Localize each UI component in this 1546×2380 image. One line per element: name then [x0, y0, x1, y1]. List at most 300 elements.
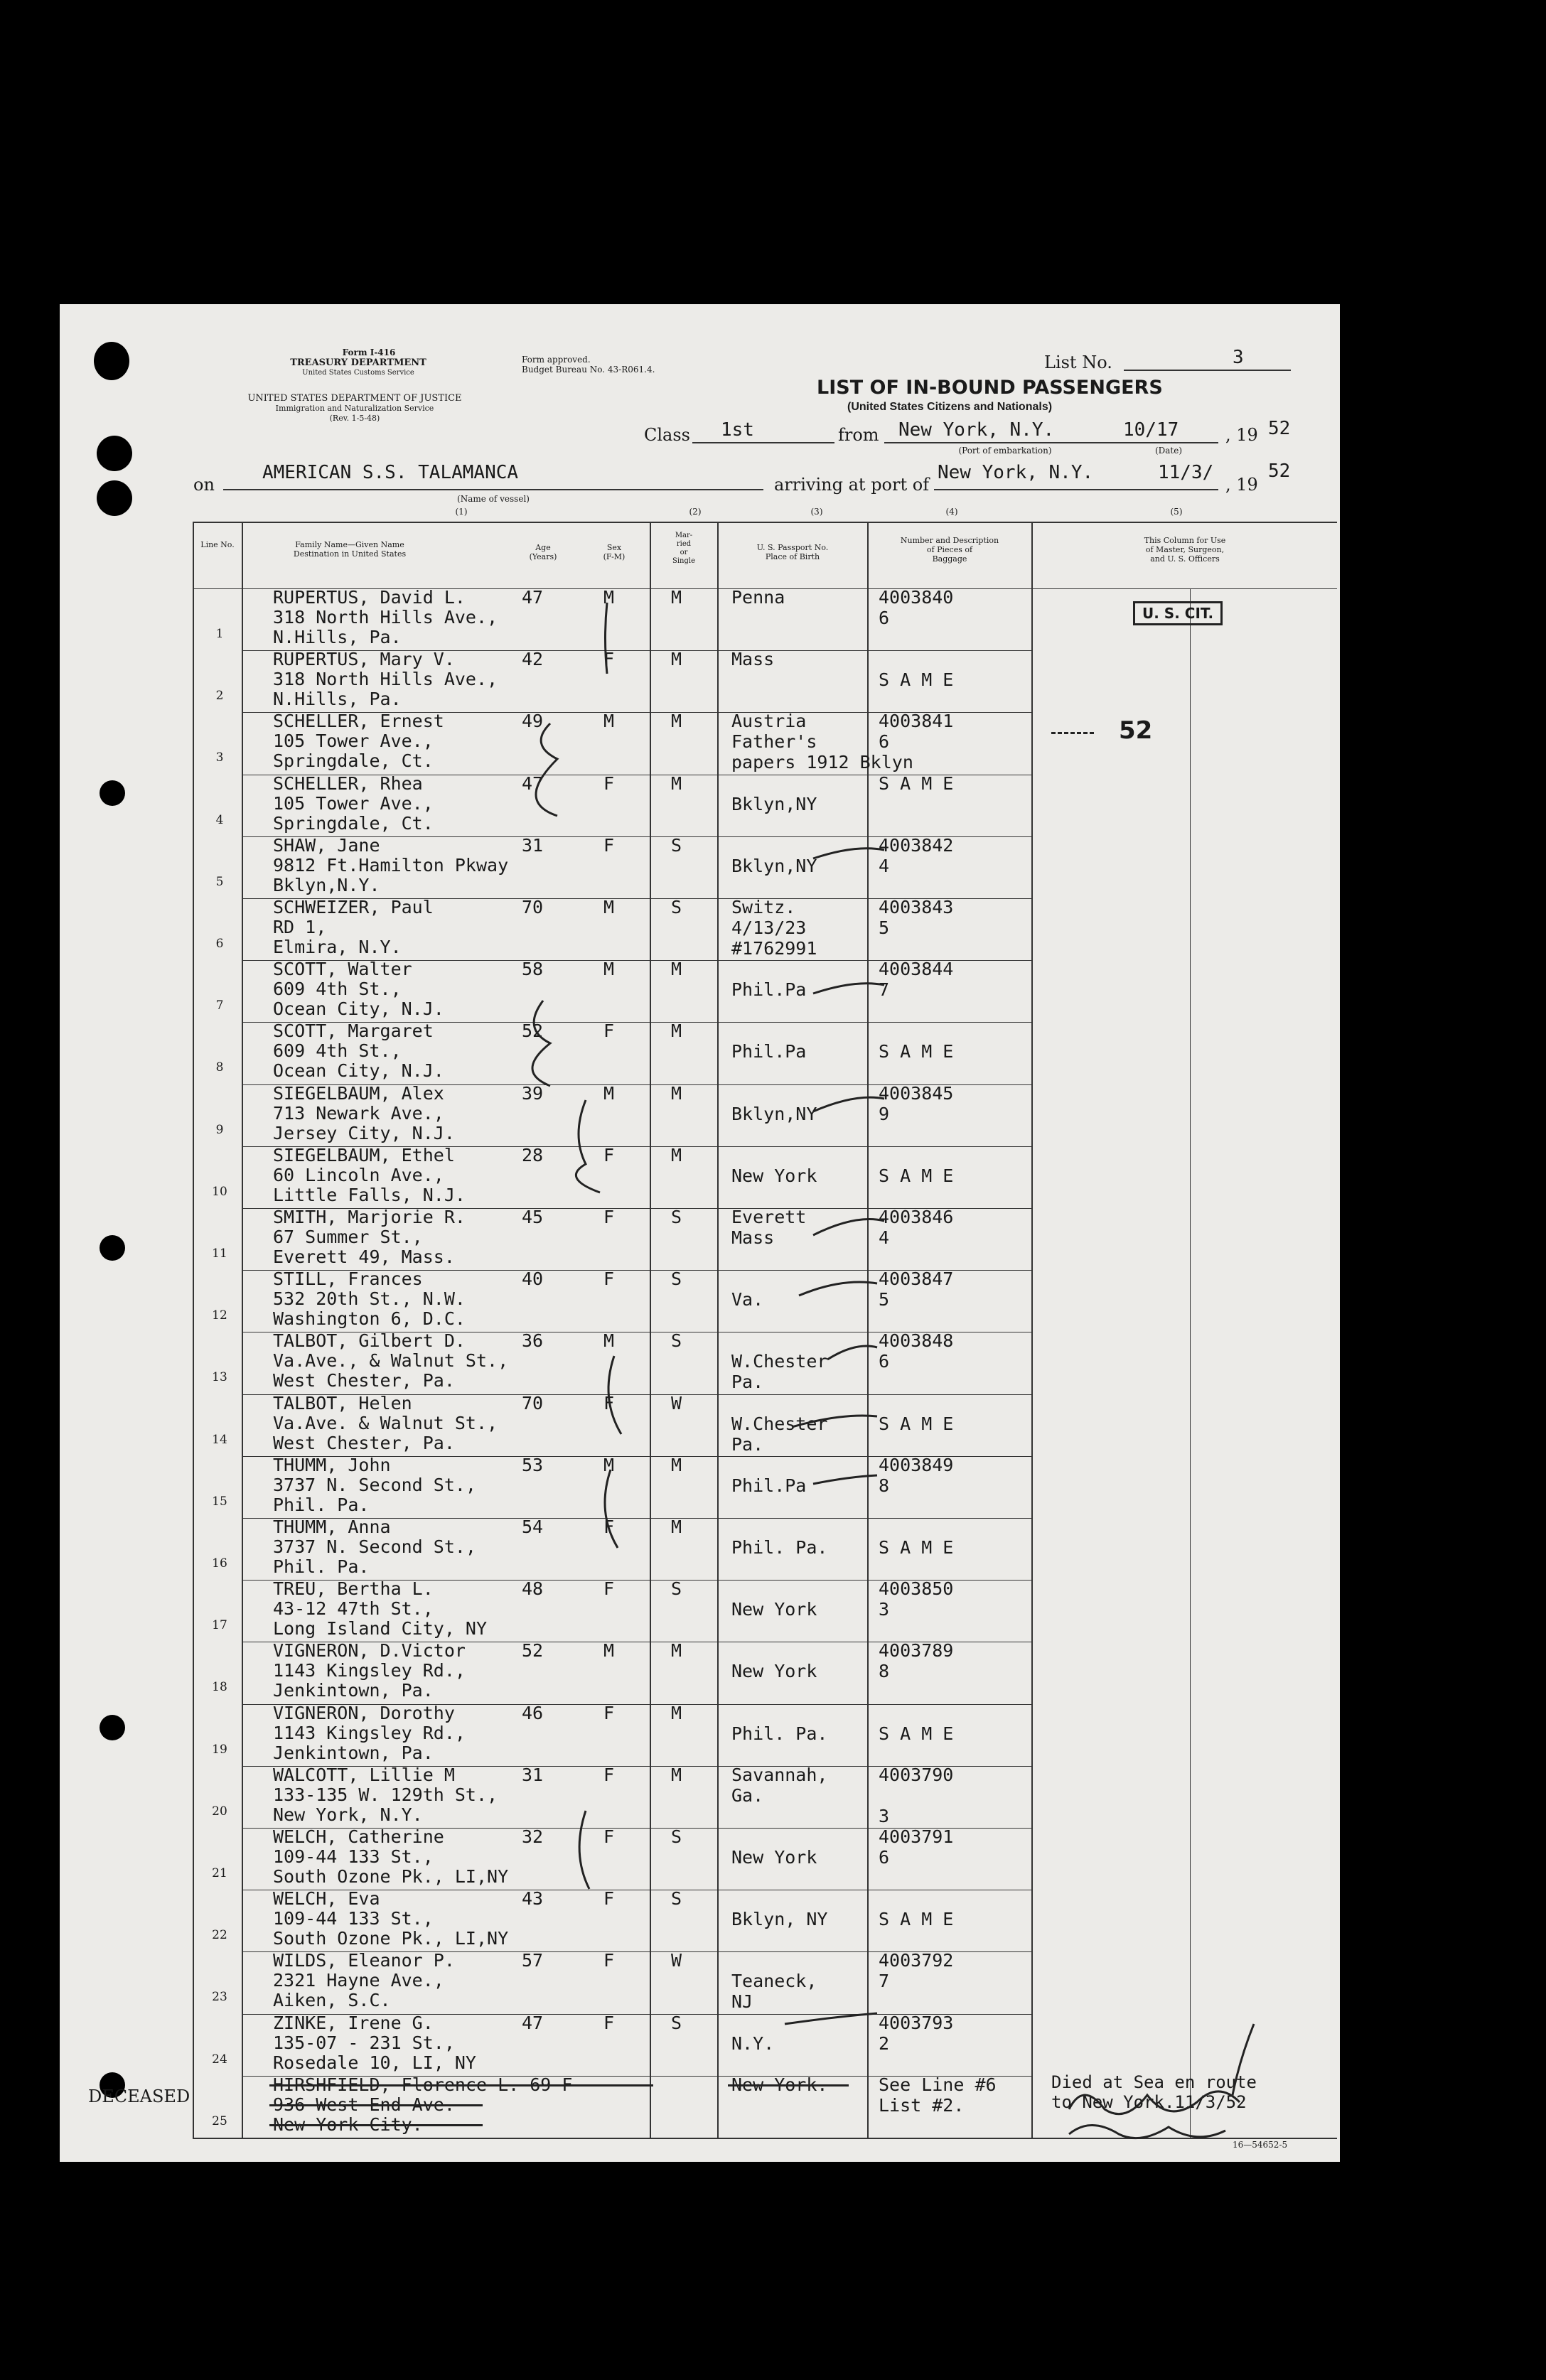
baggage: S A M E: [879, 1909, 954, 1930]
handwritten-initials: [1069, 2126, 1225, 2138]
passenger-name: WALCOTT, Lillie M: [273, 1764, 455, 1785]
marital-status: M: [671, 1640, 682, 1662]
marital-status: M: [671, 1082, 682, 1104]
baggage: 4003846 4: [879, 1207, 954, 1248]
baggage: 4003848 6: [879, 1330, 954, 1372]
punch-hole: [100, 780, 125, 806]
marital-status: M: [671, 1517, 682, 1537]
sex: M: [603, 1082, 615, 1104]
sex: F: [603, 1392, 615, 1414]
strike-through: [269, 2104, 483, 2106]
place-of-birth: Bklyn, NY: [731, 1909, 828, 1930]
baggage: 4003849 8: [879, 1454, 954, 1496]
list-no-value: 3: [1233, 347, 1244, 368]
pen-stroke: [813, 1097, 884, 1111]
sex: M: [603, 587, 615, 608]
address-line-2: South Ozone Pk., LI,NY: [273, 1866, 509, 1887]
age: 47: [522, 2012, 544, 2033]
marital-status: M: [671, 649, 682, 670]
sex: F: [603, 1144, 615, 1165]
age: 31: [522, 1764, 544, 1785]
passenger-name: SIEGELBAUM, Alex: [273, 1082, 444, 1104]
pen-stroke: [813, 1219, 884, 1236]
col-head-officers: This Column for Use of Master, Surgeon, and U. S. Officers: [1144, 536, 1226, 564]
age: 43: [522, 1888, 544, 1910]
baggage: 4003845 9: [879, 1082, 954, 1124]
address-line-1: 713 Newark Ave.,: [273, 1102, 444, 1124]
address-line-2: Jersey City, N.J.: [273, 1122, 455, 1143]
col-divider-name: [242, 522, 243, 2138]
place-of-birth: New York: [731, 1661, 817, 1682]
address-line-2: Bklyn,N.Y.: [273, 874, 380, 895]
line-number: 1: [215, 627, 224, 641]
passenger-name: THUMM, John: [273, 1454, 391, 1475]
arriving-label: arriving at port of: [774, 475, 930, 495]
col-num-5: (5): [1170, 507, 1183, 517]
baggage: S A M E: [879, 1413, 954, 1434]
line-number: 10: [212, 1184, 227, 1199]
place-of-birth: Everett Mass: [731, 1207, 807, 1248]
pen-stroke: [813, 849, 884, 858]
passenger-name: TREU, Bertha L.: [273, 1578, 434, 1600]
strike-through: [269, 2124, 483, 2126]
baggage: 4003789 8: [879, 1640, 954, 1682]
line-number: 3: [215, 750, 224, 765]
passenger-name: SMITH, Marjorie R.: [273, 1207, 466, 1227]
place-of-birth: Bklyn,NY: [731, 793, 817, 814]
address-line-2: West Chester, Pa.: [273, 1432, 455, 1453]
address-line-1: 109-44 133 St.,: [273, 1846, 434, 1867]
line-number: 11: [212, 1246, 227, 1261]
baggage: S A M E: [879, 1041, 954, 1062]
sex: F: [603, 1702, 615, 1723]
marital-status: M: [671, 772, 682, 794]
justice-dept: UNITED STATES DEPARTMENT OF JUSTICE: [247, 393, 462, 404]
address-line-2: Phil. Pa.: [273, 1494, 370, 1515]
punch-hole: [94, 342, 129, 380]
passenger-name: RUPERTUS, Mary V.: [273, 649, 455, 670]
line-number: 7: [215, 998, 224, 1013]
list-no-line: [1124, 370, 1291, 371]
handwritten-marks: [60, 304, 1340, 2162]
place-of-birth: Bklyn,NY: [731, 855, 817, 876]
list-no-label: List No.: [1044, 352, 1112, 372]
passenger-name: THUMM, Anna: [273, 1517, 391, 1537]
col-divider-age: [650, 522, 651, 2138]
marital-status: S: [671, 1578, 682, 1600]
marital-status: S: [671, 1888, 682, 1910]
marital-status: M: [671, 1021, 682, 1042]
tally-count: 52: [1119, 716, 1153, 745]
baggage: 4003847 5: [879, 1269, 954, 1310]
address-line-1: 532 20th St., N.W.: [273, 1288, 466, 1310]
address-line-2: Everett 49, Mass.: [273, 1246, 455, 1267]
strike-through: [269, 2084, 653, 2086]
date-caption: (Date): [1154, 446, 1183, 456]
address-line-1: 105 Tower Ave.,: [273, 731, 434, 752]
line-number: 21: [212, 1866, 227, 1880]
col-head-age: Age (Years): [529, 543, 557, 561]
tick-mark: [579, 1811, 589, 1889]
address-line-1: 9812 Ft.Hamilton Pkway: [273, 854, 509, 876]
address-line-1: 2321 Hayne Ave.,: [273, 1970, 444, 1991]
on-label: on: [193, 475, 215, 495]
sex: F: [603, 1826, 615, 1847]
marital-status: S: [671, 834, 682, 856]
baggage: See Line #6 List #2.: [879, 2074, 997, 2116]
passenger-name: WELCH, Eva: [273, 1888, 380, 1910]
col-head-passport: U. S. Passport No. Place of Birth: [756, 543, 829, 561]
passenger-name: SCOTT, Margaret: [273, 1021, 434, 1042]
passenger-name: SIEGELBAUM, Ethel: [273, 1144, 455, 1165]
place-of-birth: Austria Father's papers 1912 Bklyn: [731, 711, 913, 773]
passenger-name: SCOTT, Walter: [273, 959, 412, 980]
place-of-birth: Savannah, Ga.: [731, 1764, 828, 1806]
port-caption: (Port of embarkation): [958, 446, 1052, 456]
address-line-1: 135-07 - 231 St.,: [273, 2032, 455, 2053]
sex: F: [603, 1021, 615, 1042]
address-line-1: 3737 N. Second St.,: [273, 1474, 476, 1495]
age: 31: [522, 834, 544, 856]
address-line-1: Va.Ave. & Walnut St.,: [273, 1412, 498, 1433]
col-head-sex: Sex (F-M): [603, 543, 626, 561]
age: 28: [522, 1144, 544, 1165]
address-line-2: N.Hills, Pa.: [273, 627, 402, 647]
sex: F: [603, 649, 615, 670]
year-prefix: , 19: [1225, 425, 1258, 445]
passenger-name: VIGNERON, Dorothy: [273, 1702, 455, 1723]
pen-stroke: [813, 984, 884, 994]
place-of-birth: Phil.Pa: [731, 1475, 807, 1496]
line-number: 17: [212, 1618, 227, 1633]
arrival-year-prefix: , 19: [1225, 475, 1258, 495]
address-line-2: West Chester, Pa.: [273, 1370, 455, 1391]
col-head-line-no-text: Line No.: [200, 540, 235, 549]
punch-hole: [100, 1235, 125, 1261]
address-line-2: Rosedale 10, LI, NY: [273, 2052, 476, 2073]
line-number: 6: [215, 937, 224, 951]
arrival-line: [934, 489, 1218, 490]
class-value: 1st: [721, 419, 754, 441]
line-number: 16: [212, 1556, 227, 1571]
deceased-label: DECEASED: [88, 2086, 190, 2106]
address-line-1: 105 Tower Ave.,: [273, 792, 434, 814]
age: 49: [522, 711, 544, 732]
baggage: 4003850 3: [879, 1578, 954, 1620]
sex: M: [603, 1330, 615, 1352]
baggage: 4003791 6: [879, 1826, 954, 1868]
marital-status: M: [671, 1764, 682, 1785]
passenger-name: HIRSHFIELD, Florence L. 69 F: [273, 2074, 573, 2095]
baggage: S A M E: [879, 1537, 954, 1558]
line-number: 5: [215, 874, 224, 889]
address-line-2: Springdale, Ct.: [273, 750, 434, 772]
passenger-name: TALBOT, Gilbert D.: [273, 1330, 466, 1352]
marital-status: S: [671, 2012, 682, 2033]
address-line-1: 609 4th St.,: [273, 979, 402, 1000]
col-num-2: (2): [689, 507, 702, 517]
address-line-1: 936 West End Ave.: [273, 2094, 455, 2115]
revision: (Rev. 1-5-48): [329, 414, 380, 423]
address-line-2: Jenkintown, Pa.: [273, 1680, 434, 1701]
death-note: Died at Sea en route to New York.11/3/52: [1051, 2072, 1257, 2112]
line-number: 15: [212, 1494, 227, 1509]
age: 45: [522, 1207, 544, 1227]
place-of-birth: New York: [731, 1847, 817, 1868]
line-number: 25: [212, 2114, 227, 2128]
marital-status: M: [671, 959, 682, 980]
address-line-2: Ocean City, N.J.: [273, 998, 444, 1020]
pen-stroke: [827, 1346, 877, 1359]
address-line-2: Little Falls, N.J.: [273, 1184, 466, 1205]
col-divider-officers: [1031, 522, 1033, 2138]
marital-status: M: [671, 587, 682, 608]
age: 48: [522, 1578, 544, 1600]
place-of-birth: Phil.Pa: [731, 979, 807, 1001]
passenger-name: STILL, Frances: [273, 1269, 423, 1290]
line-number: 23: [212, 1990, 227, 2005]
line-number: 8: [215, 1060, 224, 1075]
col-head-name: Family Name—Given Name Destination in United States: [293, 540, 407, 559]
passenger-name: VIGNERON, D.Victor: [273, 1640, 466, 1662]
table-top-rule: [193, 522, 1337, 523]
marital-status: M: [671, 1454, 682, 1475]
marital-status: W: [671, 1392, 682, 1414]
customs-service: United States Customs Service: [302, 369, 414, 377]
sex: F: [603, 1207, 615, 1227]
vessel-name: AMERICAN S.S. TALAMANCA: [262, 462, 519, 483]
line-number: 4: [215, 812, 224, 827]
age: 58: [522, 959, 544, 980]
punch-hole: [97, 436, 132, 471]
age: 42: [522, 649, 544, 670]
address-line-1: 133-135 W. 129th St.,: [273, 1784, 498, 1805]
passenger-name: WILDS, Eleanor P.: [273, 1950, 455, 1971]
sex: M: [603, 1454, 615, 1475]
passenger-name: SCHELLER, Ernest: [273, 711, 444, 732]
line-number: 12: [212, 1308, 227, 1323]
col-head-baggage: Number and Description of Pieces of Baggage: [900, 536, 999, 564]
age: 70: [522, 1392, 544, 1414]
treasury-dept: TREASURY DEPARTMENT: [290, 357, 426, 368]
baggage: 4003792 7: [879, 1950, 954, 1992]
sex: F: [603, 772, 615, 794]
line-number: 20: [212, 1804, 227, 1819]
address-line-1: 67 Summer St.,: [273, 1227, 423, 1247]
passenger-name: SCHELLER, Rhea: [273, 772, 423, 794]
address-line-2: Ocean City, N.J.: [273, 1060, 444, 1082]
from-line: [884, 442, 1218, 443]
col-num-3: (3): [810, 507, 823, 517]
baggage: 4003844 7: [879, 959, 954, 1001]
address-line-2: Phil. Pa.: [273, 1556, 370, 1577]
line-number: 18: [212, 1680, 227, 1695]
age: 32: [522, 1826, 544, 1847]
place-of-birth: Phil. Pa.: [731, 1537, 828, 1558]
baggage: S A M E: [879, 669, 954, 691]
place-of-birth: N.Y.: [731, 2032, 775, 2054]
passenger-name: ZINKE, Irene G.: [273, 2012, 434, 2033]
arrival-port: New York, N.Y.: [938, 462, 1094, 483]
address-line-2: N.Hills, Pa.: [273, 689, 402, 710]
marital-status: S: [671, 1269, 682, 1290]
form-number: Form I-416: [342, 348, 396, 357]
address-line-1: 3737 N. Second St.,: [273, 1536, 476, 1557]
age: 52: [522, 1021, 544, 1042]
marital-status: S: [671, 1826, 682, 1847]
age: 36: [522, 1330, 544, 1352]
sex: M: [603, 1640, 615, 1662]
marital-status: M: [671, 711, 682, 732]
form-approved: Form approved.: [522, 355, 591, 365]
list-subtitle: (United States Citizens and Nationals): [847, 401, 1053, 413]
place-of-birth: Penna: [731, 587, 785, 608]
marital-status: M: [671, 1702, 682, 1723]
address-line-2: New York, N.Y.: [273, 1804, 423, 1825]
address-line-2: Long Island City, NY: [273, 1618, 488, 1639]
sex: F: [603, 1517, 615, 1537]
us-citizen-stamp: U. S. CIT.: [1133, 601, 1223, 625]
from-port: New York, N.Y.: [898, 419, 1055, 441]
address-line-1: 318 North Hills Ave.,: [273, 607, 498, 628]
age: 47: [522, 772, 544, 794]
place-of-birth: Va.: [731, 1289, 764, 1310]
age: 39: [522, 1082, 544, 1104]
line-number: 2: [215, 689, 224, 704]
col-num-4: (4): [945, 507, 958, 517]
age: 40: [522, 1269, 544, 1290]
sex: F: [603, 1269, 615, 1290]
arrival-year: 52: [1268, 461, 1291, 482]
place-of-birth: Phil. Pa.: [731, 1723, 828, 1744]
from-date: 10/17: [1123, 419, 1179, 441]
place-of-birth: Bklyn,NY: [731, 1103, 817, 1124]
baggage: 4003793 2: [879, 2012, 954, 2054]
address-line-1: 1143 Kingsley Rd.,: [273, 1660, 466, 1681]
tally-dash: [1051, 732, 1094, 734]
place-of-birth: Teaneck, NJ: [731, 1971, 817, 2013]
vessel-caption: (Name of vessel): [457, 494, 530, 504]
line-number: 9: [215, 1122, 224, 1137]
baggage: S A M E: [879, 1165, 954, 1186]
ins-service: Immigration and Naturalization Service: [275, 404, 434, 413]
marital-status: W: [671, 1950, 682, 1971]
baggage: 4003841 6: [879, 711, 954, 753]
place-of-birth: Switz. 4/13/23 #1762991: [731, 897, 817, 959]
table-bottom-rule: [193, 2138, 1337, 2139]
baggage: 4003790 3: [879, 1764, 954, 1826]
age: 52: [522, 1640, 544, 1662]
passenger-name: WELCH, Catherine: [273, 1826, 444, 1847]
col-divider-passport: [717, 522, 719, 2138]
address-line-1: 109-44 133 St.,: [273, 1908, 434, 1929]
from-year: 52: [1268, 418, 1291, 439]
place-of-birth: New York: [731, 1165, 817, 1186]
address-line-1: 60 Lincoln Ave.,: [273, 1164, 444, 1185]
address-line-2: New York City.: [273, 2114, 423, 2135]
col-head-married: Mar- ried or Single: [672, 532, 695, 565]
passenger-name: SCHWEIZER, Paul: [273, 897, 434, 917]
sex: F: [603, 1888, 615, 1910]
address-line-1: 1143 Kingsley Rd.,: [273, 1722, 466, 1743]
footer-code: 16—54652-5: [1233, 2140, 1288, 2150]
sex: M: [603, 959, 615, 980]
sex: F: [603, 2012, 615, 2033]
baggage: 4003842 4: [879, 834, 954, 876]
marital-status: M: [671, 1144, 682, 1165]
tick-mark: [536, 723, 557, 816]
passenger-name: SHAW, Jane: [273, 834, 380, 856]
age: 54: [522, 1517, 544, 1537]
place-of-birth: New York.: [731, 2074, 828, 2095]
baggage: S A M E: [879, 1723, 954, 1744]
address-line-1: 609 4th St.,: [273, 1040, 402, 1062]
passenger-name: TALBOT, Helen: [273, 1392, 412, 1414]
line-number: 22: [212, 1928, 227, 1943]
marital-status: S: [671, 1330, 682, 1352]
address-line-2: Washington 6, D.C.: [273, 1308, 466, 1330]
place-of-birth: New York: [731, 1599, 817, 1620]
line-number: 19: [212, 1742, 227, 1757]
sex: M: [603, 897, 615, 917]
manifest-sheet: [60, 304, 1340, 2162]
class-label: Class: [644, 425, 690, 445]
col-num-1: (1): [455, 507, 468, 517]
address-line-2: Springdale, Ct.: [273, 812, 434, 834]
address-line-1: Va.Ave., & Walnut St.,: [273, 1350, 509, 1372]
age: 53: [522, 1454, 544, 1475]
punch-hole: [100, 1715, 125, 1740]
sex: F: [603, 834, 615, 856]
age: 57: [522, 1950, 544, 1971]
budget-bureau: Budget Bureau No. 43-R061.4.: [522, 365, 655, 375]
passenger-name: RUPERTUS, David L.: [273, 587, 466, 608]
vessel-line: [223, 489, 763, 490]
list-title: LIST OF IN-BOUND PASSENGERS: [817, 377, 1163, 399]
address-line-1: RD 1,: [273, 917, 327, 937]
pen-stroke: [785, 2013, 877, 2024]
sex: F: [603, 1578, 615, 1600]
pen-stroke: [799, 1282, 877, 1296]
address-line-2: Jenkintown, Pa.: [273, 1742, 434, 1763]
address-line-1: 43-12 47th St.,: [273, 1598, 434, 1620]
line-number: 14: [212, 1432, 227, 1447]
col-divider-officers-inner: [1190, 588, 1191, 2138]
class-line: [692, 442, 834, 443]
line-number: 13: [212, 1370, 227, 1385]
table-left-rule: [193, 522, 194, 2138]
marital-status: S: [671, 897, 682, 917]
sex: M: [603, 711, 615, 732]
place-of-birth: Phil.Pa: [731, 1041, 807, 1062]
punch-hole: [97, 480, 132, 516]
baggage: 4003840 6: [879, 587, 954, 628]
place-of-birth: W.Chester Pa.: [731, 1413, 828, 1455]
address-line-2: Aiken, S.C.: [273, 1990, 391, 2011]
sex: F: [603, 1764, 615, 1785]
age: 46: [522, 1702, 544, 1723]
place-of-birth: W.Chester Pa.: [731, 1351, 828, 1393]
from-label: from: [838, 425, 879, 445]
address-line-2: Elmira, N.Y.: [273, 937, 402, 957]
address-line-2: South Ozone Pk., LI,NY: [273, 1928, 509, 1949]
tick-mark: [532, 1001, 550, 1086]
marital-status: S: [671, 1207, 682, 1227]
baggage: 4003843 5: [879, 897, 954, 938]
age: 47: [522, 587, 544, 608]
address-line-1: 318 North Hills Ave.,: [273, 669, 498, 690]
sex: F: [603, 1950, 615, 1971]
